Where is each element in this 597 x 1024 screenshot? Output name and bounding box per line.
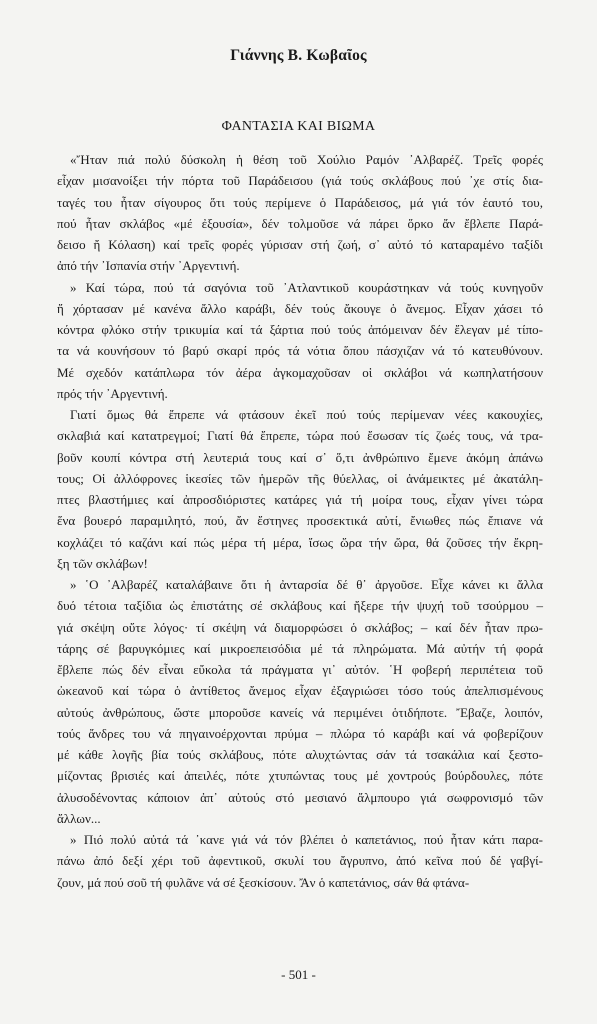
body-text xyxy=(57,149,543,893)
text-line: βοῦν κουπί κόντρα στή λευτεριά τους καί σ᾿ ὅ,τι ἀνθρώπινο ἔμενε ἀκόμη ἀπάνω xyxy=(57,449,543,465)
paragraph xyxy=(57,404,543,574)
text-line: Μέ σχεδόν κατάπλωρα τόν ἀέρα ἀγκομαχοῦσαν οἱ σκλάβοι νά κωπηλατήσουν xyxy=(57,364,543,380)
text-line: πού ἦταν σκλάβος «μέ ἐξουσία», δέν τολμοῦσε νά πάρει ὅρκο ἄν ἔβλεπε Παρά- xyxy=(57,215,543,231)
text-line: τους; Οἱ ἀλλόφρονες ἱκεσίες τῶν ἡμερῶν τῆς θύελλας, οἱ ἀνάμεικτες μέ ἀκατάλη- xyxy=(57,470,543,486)
text-line: δεισο ἤ Κόλαση) καί τρεῖς φορές γύρισαν στή ζωή, σ᾿ αὐτό τό καταραμένο ταξίδι xyxy=(57,237,543,252)
text-line: εἶχαν μισανοίξει τήν πόρτα τοῦ Παράδεισου (γιά τούς σκλάβους πού ᾿χε στίς δια- xyxy=(57,173,543,189)
text-line: πάνω ἀπό δεξί χέρι τοῦ ἀφεντικοῦ, σκυλί του ἄγρυπνο, ἀπό κεῖνα πού δέ γαβγί- xyxy=(57,853,543,869)
paragraph xyxy=(57,277,543,405)
text-line: τούς ἄνδρες του νά πηγαινοέρχονται πρύμα – πλώρα τό καράβι καί νά φοβερίζουν xyxy=(57,725,543,741)
text-line: » Καί τώρα, πού τά σαγόνια τοῦ ᾿Ατλαντικοῦ κουράστηκαν νά τούς κυνηγοῦν xyxy=(70,279,543,295)
text-line: κοχλάζει τό καζάνι καί πώς μέρα τή μέρα, ἴσως ὥρα τήν ὥρα, θά ζοῦσες τήν ἔκρη- xyxy=(57,534,543,550)
paragraph xyxy=(57,829,543,893)
text-line: ἄλλων... xyxy=(57,810,101,826)
text-line: κόντρα φλόκο στήν τρικυμία καί τά ξάρτια πού τούς ἀπόμειναν δέν ἔλεγαν μέ τίπο- xyxy=(57,322,543,337)
text-line: ἀπό τήν ᾿Ισπανία στήν ᾿Αργεντινή. xyxy=(57,258,240,274)
text-line: ἁλυσοδένοντας κάποιον ἀπ᾿ αὐτούς στό μεσιανό ἄλμπουρο γιά σωφρονισμό τῶν xyxy=(57,789,543,805)
paragraph xyxy=(57,149,543,277)
text-line: Γιατί ὅμως θά ἔπρεπε νά φτάσουν ἐκεῖ πού τούς περίμεναν νέες κακουχίες, xyxy=(70,407,543,422)
text-line: τα νά κουνήσουν τό βαρύ σκαρί πρός τά νότια ὅπου πάσχιζαν νά τό κατευθύνουν. xyxy=(57,343,543,359)
text-line: τάρης σέ βαρυγκόμιες καί μικροεπεισόδια μέ τά πληρώματα. Μά αὐτήν τή φορά xyxy=(57,640,543,656)
text-line: » Πιό πολύ αὐτά τά ᾿κανε γιά νά τόν βλέπει ὁ καπετάνιος, πού ἦταν κάτι παρα- xyxy=(70,832,543,847)
text-line: αὐτούς ἀνθρώπους, ὥστε μποροῦσε κανείς νά περιμένει ὁτιδήποτε. Ἔβαζε, λοιπόν, xyxy=(57,704,543,720)
page-number: - 501 - xyxy=(281,967,316,982)
text-line: ταγές του ἦταν σίγουρος ὅτι τούς περίμενε ὁ Παράδεισος, μά γιά τόν ἑαυτό του, xyxy=(57,194,543,210)
text-line: ἤ χόρτασαν μέ κανένα ἄλλο καράβι, δέν τούς ἄκουγε ὁ ἄνεμος. Εἶχαν χάσει τό xyxy=(57,300,543,316)
chapter-title: ΦΑΝΤΑΣΙΑ ΚΑΙ ΒΙΩΜΑ xyxy=(221,119,376,134)
text-line: ἕνα βουερό παραμιλητό, πού, ἄν ἔστηνες προσεκτικά αὐτί, ἔνιωθες πώς ἔπιανε νά xyxy=(57,513,543,529)
text-line: πρός τήν ᾿Αργεντινή. xyxy=(57,385,168,401)
text-line: ἔβλεπε πώς δέν εἶναι εὔκολα τά πράγματα γι᾿ αὐτόν. ῾Η φοβερή περιπέτεια τοῦ xyxy=(57,662,543,677)
text-line: μέ κάθε λογῆς βία τούς σκλάβους, πότε αλυχτώντας σάν τά τσακάλια καί ξεστο- xyxy=(57,747,543,762)
text-line: μίζοντας βρισιές καί ἀπειλές, πότε χτυπώντας τους μέ χοντρούς βούρδουλες, πότε xyxy=(57,768,543,784)
paragraph xyxy=(57,574,543,829)
text-line: ὠκεανοῦ καί τώρα ὁ ἀντίθετος ἄνεμος εἶχαν ἐξαγριώσει τόσο τούς ἀπελπισμένους xyxy=(57,683,543,699)
author-header: Γιάννης Β. Κωβαῖος xyxy=(230,47,367,64)
text-line: ζουν, μά πού σοῦ τή φυλᾶνε νά σέ ξεσκίσουν. Ἄν ὁ καπετάνιος, σάν θά φτάνα- xyxy=(57,874,470,890)
text-line: γιά σκέψη οὔτε λόγος· τί σκέψη νά διαμορφώσει ὁ σκλάβος; – καί δέν ἦταν πρω- xyxy=(57,619,543,635)
text-line: δυό τέτοια ταξίδια ὡς ἐπιστάτης σέ σκλάβους καί ἤξερε τήν ψυχή τοῦ τσούρμου – xyxy=(57,598,543,614)
text-line: πτες βλαστήμιες καί ἀπροσδιόριστες κατάρες γιά τή μοίρα τους, εἶχαν γίνει τώρα xyxy=(57,492,543,507)
text-line: » ῾Ο ᾿Αλβαρέζ καταλάβαινε ὅτι ἡ ἀνταρσία δέ θ᾿ ἀργοῦσε. Εἶχε κάνει κι ἄλλα xyxy=(70,577,543,592)
text-line: σκλαβιά καί κατατρεγμοί; Γιατί θά ἔπρεπε, τώρα πού ἔσωσαν τίς ζωές τους, νά τρα- xyxy=(57,428,543,444)
text-line: «Ἤταν πιά πολύ δύσκολη ἡ θέση τοῦ Χούλιο Ραμόν ᾿Αλβαρέζ. Τρεῖς φορές xyxy=(70,152,543,167)
text-line: ξη τῶν σκλάβων! xyxy=(57,555,148,571)
